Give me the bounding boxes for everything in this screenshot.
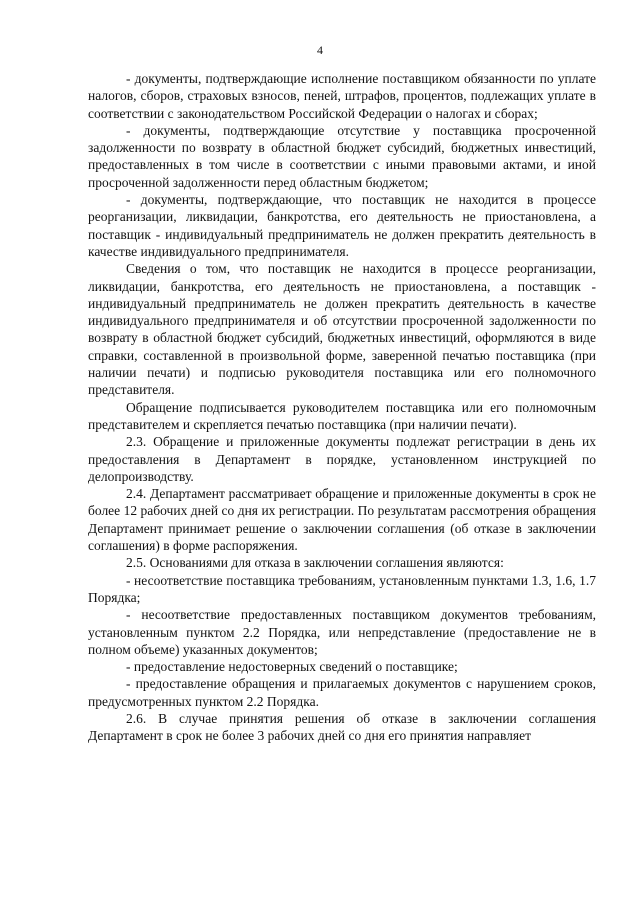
refusal-reason-item: - предоставление обращения и прилагаемых документов с нарушением сроков, предусмотренных пунктом 2.2 Порядка. bbox=[88, 676, 596, 709]
paragraph-reorganization-documents: - документы, подтверждающие, что поставщик не находится в процессе реорганизации, ликвидации, банкротства, его деятельность не приостановлена, а поставщик - индивидуальный предприниматель не должен прекратить деятельность в качестве индивидуального предпринимателя. bbox=[88, 192, 596, 259]
paragraph-debt-documents: - документы, подтверждающие отсутствие у поставщика просроченной задолженности по возврату в областной бюджет субсидий, бюджетных инвестиций, предоставленных в том числе в соответствии с иными правовыми актами, и иной просроченной задолженности перед областным бюджетом; bbox=[88, 122, 596, 190]
page-number: 4 bbox=[317, 43, 323, 57]
paragraph-2-6: 2.6. В случае принятия решения об отказе в заключении соглашения Департамент в срок не более 3 рабочих дней со дня его принятия направляет bbox=[88, 710, 596, 744]
paragraph-tax-documents: - документы, подтверждающие исполнение поставщиком обязанности по уплате налогов, сборов, страховых взносов, пеней, штрафов, процентов, подлежащих уплате в соответствии с законодательством Российской Федерации о налогах и сборах; bbox=[88, 71, 596, 121]
paragraph-2-5: 2.5. Основаниями для отказа в заключении соглашения являются: bbox=[126, 555, 504, 571]
paragraph-signature: Обращение подписывается руководителем поставщика или его полномочным представителем и скрепляется печатью поставщика (при наличии печати). bbox=[88, 399, 596, 432]
paragraph-2-3: 2.3. Обращение и приложенные документы подлежат регистрации в день их предоставления в Департамент в порядке, установленном инструкцией по делопроизводству. bbox=[88, 434, 596, 484]
refusal-reason-item: - предоставление недостоверных сведений о поставщике; bbox=[126, 659, 458, 675]
document-body bbox=[88, 70, 596, 745]
paragraph-certificate-info: Сведения о том, что поставщик не находится в процессе реорганизации, ликвидации, банкротства, его деятельность не приостановлена, а поставщик - индивидуальный предприниматель не должен прекратить деятельность в качестве индивидуального предпринимателя и об отсутствии просроченной задолженности по возврату в областной бюджет субсидий, бюджетных инвестиций, оформляются в виде справки, составленной в произвольной форме, заверенной печатью поставщика (при наличии печати) и подписью руководителя поставщика или его полномочного представителя. bbox=[88, 261, 596, 398]
refusal-reason-item: - несоответствие предоставленных поставщиком документов требованиям, установленным пунктом 2.2 Порядка, или непредставление (предоставление не в полном объеме) указанных документов; bbox=[88, 607, 596, 657]
paragraph-2-4: 2.4. Департамент рассматривает обращение и приложенные документы в срок не более 12 рабочих дней со дня их регистрации. По результатам рассмотрения обращения Департамент принимает решение о заключении соглашения (об отказе в заключении соглашения) в форме распоряжения. bbox=[88, 486, 596, 554]
refusal-reason-item: - несоответствие поставщика требованиям, установленным пунктами 1.3, 1.6, 1.7 Порядка; bbox=[88, 572, 596, 605]
